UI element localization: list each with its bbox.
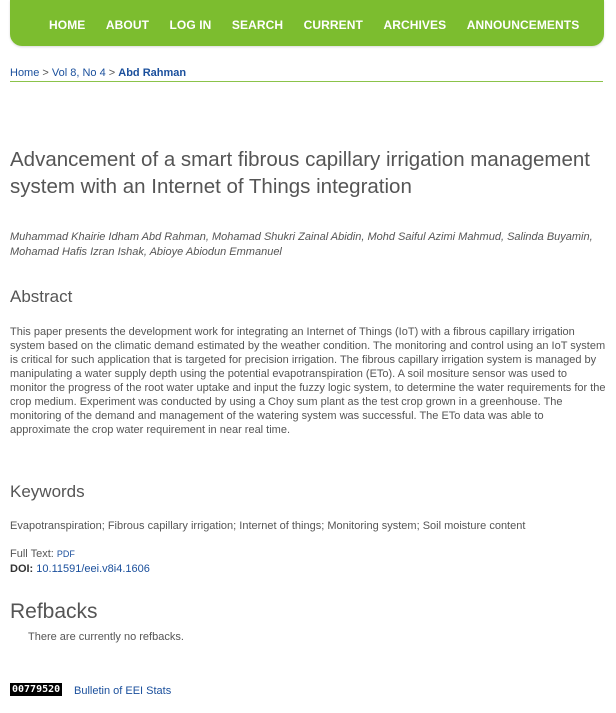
nav-home[interactable]: HOME [49,18,86,32]
article-title: Advancement of a smart fibrous capillary irrigation management system with an Internet of Things integration [10,148,590,198]
nav-list [49,16,595,34]
doi-label: DOI: [10,563,34,575]
breadcrumb-issue[interactable]: Vol 8, No 4 [51,67,106,79]
abstract-text: This paper presents the development work for integrating an Internet of Things (IoT) with a fibrous capillary irrigation system based on the climatic demand estimated by the weather condition. The monitoring and control using an IoT system is critical for such application that is targeted for precision irrigation. The fibrous capillary irrigation system is managed by manipulating a water supply depth using the potential evapotranspiration (ETo). A soil mositure sensor was used to monitor the progress of the root water uptake and input the fuzzy logic system, to determine the water requirements for the crop medium. Experiment was conducted by using a Choy sum plant as the test crop grown in a greenhouse. The monitoring of the demand and management of the watering system was successful. The ETo data was able to approximate the crop water requirement in near real time. [10,326,606,436]
nav-search[interactable]: SEARCH [231,18,284,32]
article-authors: Muhammad Khairie Idham Abd Rahman, Mohamad Shukri Zainal Abidin, Mohd Saiful Azimi Mahmud, Salinda Buyamin, Mohamad Hafis Izran Ishak, Abioye Abiodun Emmanuel [10,231,593,258]
breadcrumb [10,67,603,82]
refbacks-heading: Refbacks [10,600,98,623]
breadcrumb-current[interactable]: Abd Rahman [118,67,187,79]
visitor-counter: 00779520 [12,684,61,695]
keywords-heading: Keywords [10,482,85,501]
pdf-link[interactable]: PDF [56,549,75,559]
doi-row [10,563,150,575]
fulltext-row [10,548,75,560]
fulltext-label: Full Text: [10,548,57,560]
keywords-text: Evapotranspiration; Fibrous capillary irrigation; Internet of things; Monitoring system; Soil moisture content [10,520,526,532]
abstract-heading: Abstract [10,287,73,306]
breadcrumb-home[interactable]: Home [10,67,40,79]
nav-archives[interactable]: ARCHIVES [383,18,447,32]
nav-login[interactable]: LOG IN [169,18,212,32]
main-navbar [10,0,604,46]
nav-announcements[interactable]: ANNOUNCEMENTS [466,18,580,32]
breadcrumb-separator: > [39,67,52,79]
stats-link[interactable]: Bulletin of EEI Stats [74,685,172,697]
refbacks-text: There are currently no refbacks. [28,631,184,643]
breadcrumb-separator: > [105,67,119,79]
nav-current[interactable]: CURRENT [303,18,363,32]
doi-link[interactable]: 10.11591/eei.v8i4.1606 [36,563,150,575]
nav-about[interactable]: ABOUT [105,18,150,32]
